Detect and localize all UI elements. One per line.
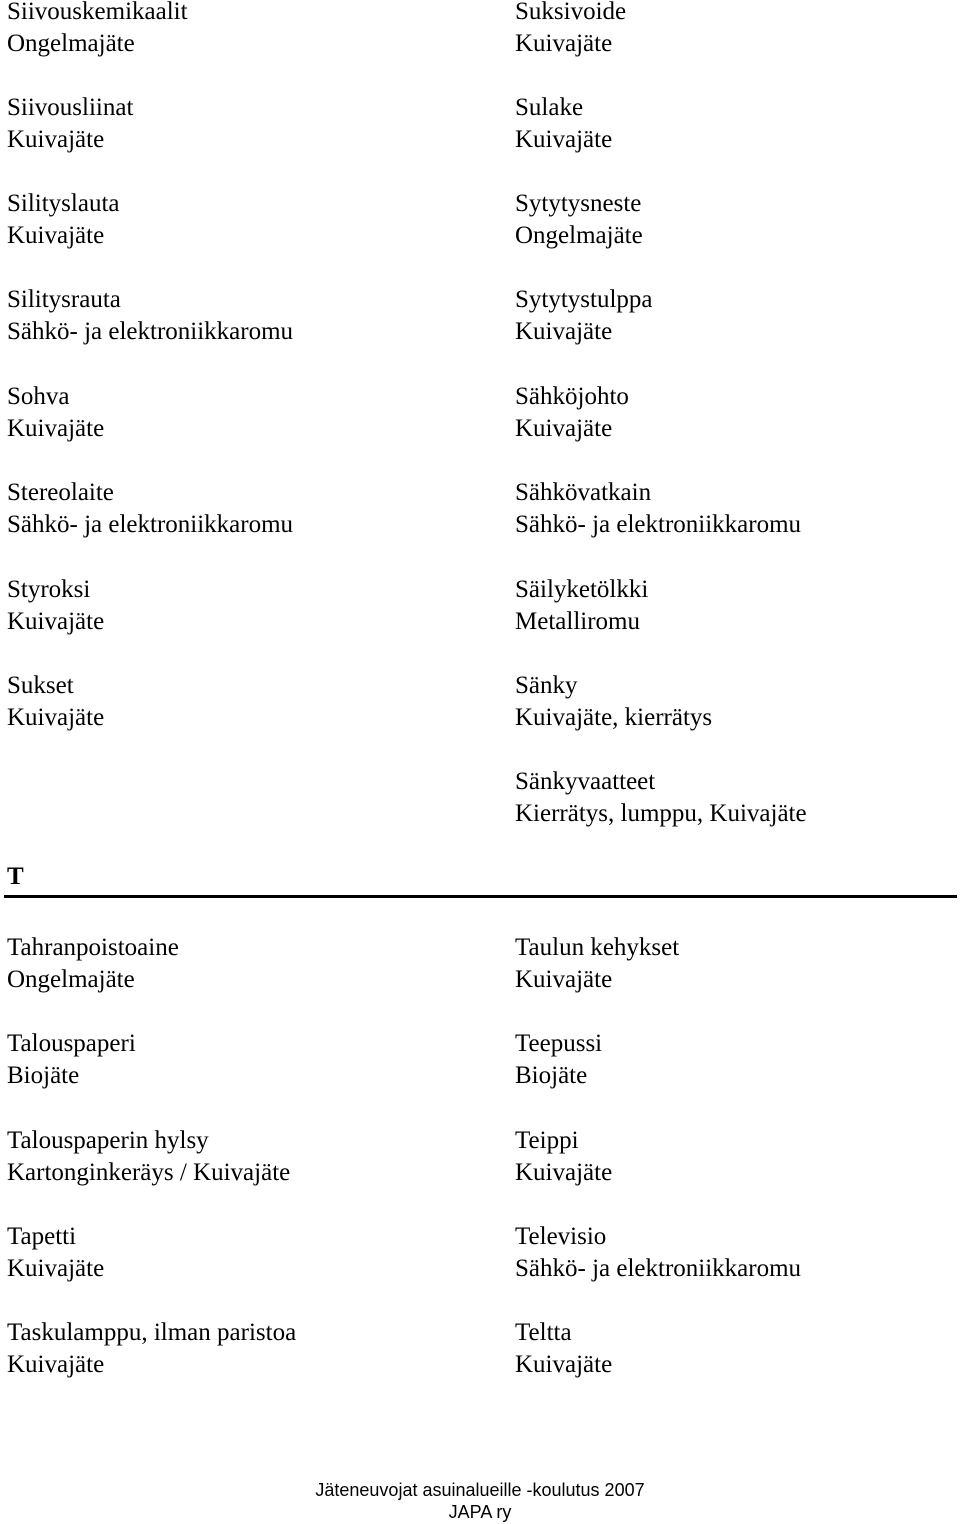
list-item bbox=[7, 0, 188, 60]
item-category: Sähkö- ja elektroniikkaromu bbox=[7, 511, 294, 538]
item-name: Teepussi bbox=[515, 1030, 603, 1057]
list-item bbox=[515, 670, 712, 734]
item-category: Kuivajäte bbox=[7, 222, 105, 249]
item-category: Biojäte bbox=[515, 1062, 588, 1089]
item-category: Kuivajäte bbox=[7, 126, 105, 153]
list-item bbox=[7, 1028, 136, 1092]
footer-line-2: JAPA ry bbox=[448, 1502, 512, 1522]
list-item bbox=[7, 92, 133, 156]
item-name: Talouspaperin hylsy bbox=[7, 1127, 209, 1154]
item-category: Kuivajäte bbox=[7, 1255, 105, 1282]
list-item bbox=[7, 188, 120, 252]
item-category: Ongelmajäte bbox=[7, 966, 135, 993]
list-item bbox=[515, 284, 653, 348]
item-name: Sukset bbox=[7, 672, 74, 699]
list-item bbox=[515, 1028, 602, 1092]
list-item bbox=[515, 574, 648, 638]
list-item bbox=[515, 477, 801, 541]
item-name: Tapetti bbox=[7, 1223, 77, 1250]
item-name: Sänkyvaatteet bbox=[515, 768, 656, 795]
list-item bbox=[515, 1317, 612, 1381]
list-item bbox=[7, 284, 293, 348]
list-item bbox=[7, 1317, 296, 1381]
item-name: Sulake bbox=[515, 94, 584, 121]
item-name: Säilyketölkki bbox=[515, 576, 649, 603]
item-name: Stereolaite bbox=[7, 479, 114, 506]
item-name: Teippi bbox=[515, 1127, 579, 1154]
item-name: Tahranpoistoaine bbox=[7, 934, 179, 961]
item-category: Kuivajäte bbox=[7, 608, 105, 635]
list-item bbox=[515, 92, 612, 156]
list-item bbox=[7, 381, 104, 445]
item-category: Kuivajäte bbox=[515, 1159, 613, 1186]
item-name: Suksivoide bbox=[515, 0, 627, 25]
item-category: Kuivajäte bbox=[7, 1351, 105, 1378]
item-name: Silitysrauta bbox=[7, 286, 121, 313]
list-item bbox=[515, 1125, 612, 1189]
item-category: Kuivajäte bbox=[515, 415, 613, 442]
item-name: Televisio bbox=[515, 1223, 607, 1250]
item-category: Sähkö- ja elektroniikkaromu bbox=[515, 1255, 802, 1282]
item-name: Sähköjohto bbox=[515, 383, 629, 410]
item-category: Kuivajäte, kierrätys bbox=[515, 704, 713, 731]
item-category: Kuivajäte bbox=[515, 318, 613, 345]
list-item bbox=[7, 670, 104, 734]
list-item bbox=[515, 381, 629, 445]
item-category: Kuivajäte bbox=[7, 704, 105, 731]
item-name: Styroksi bbox=[7, 576, 91, 603]
item-category: Kuivajäte bbox=[515, 966, 613, 993]
list-item bbox=[515, 766, 807, 830]
list-item bbox=[515, 1221, 801, 1285]
item-name: Taskulamppu, ilman paristoa bbox=[7, 1319, 297, 1346]
item-name: Silityslauta bbox=[7, 190, 120, 217]
section-divider bbox=[4, 895, 957, 898]
list-item bbox=[7, 574, 104, 638]
item-category: Kuivajäte bbox=[7, 415, 105, 442]
list-item bbox=[515, 0, 626, 60]
item-name: Sohva bbox=[7, 383, 70, 410]
section-letter-heading: T bbox=[7, 863, 24, 890]
list-item bbox=[7, 1125, 290, 1189]
item-name: Siivouskemikaalit bbox=[7, 0, 188, 25]
item-name: Teltta bbox=[515, 1319, 572, 1346]
item-category: Kuivajäte bbox=[515, 30, 613, 57]
item-name: Taulun kehykset bbox=[515, 934, 680, 961]
list-item bbox=[7, 477, 293, 541]
item-category: Kuivajäte bbox=[515, 126, 613, 153]
item-name: Siivousliinat bbox=[7, 94, 134, 121]
item-category: Biojäte bbox=[7, 1062, 80, 1089]
item-name: Talouspaperi bbox=[7, 1030, 136, 1057]
item-category: Ongelmajäte bbox=[7, 30, 135, 57]
item-name: Sytytystulppa bbox=[515, 286, 653, 313]
item-name: Sänky bbox=[515, 672, 578, 699]
item-name: Sytytysneste bbox=[515, 190, 642, 217]
item-category: Metalliromu bbox=[515, 608, 640, 635]
footer-line-1: Jäteneuvojat asuinalueille -koulutus 2007 bbox=[315, 1480, 645, 1500]
item-category: Ongelmajäte bbox=[515, 222, 643, 249]
list-item bbox=[515, 932, 679, 996]
item-category: Kartonginkeräys / Kuivajäte bbox=[7, 1159, 291, 1186]
item-category: Sähkö- ja elektroniikkaromu bbox=[515, 511, 802, 538]
item-name: Sähkövatkain bbox=[515, 479, 652, 506]
item-category: Sähkö- ja elektroniikkaromu bbox=[7, 318, 294, 345]
list-item bbox=[7, 1221, 104, 1285]
list-item bbox=[7, 932, 179, 996]
item-category: Kierrätys, lumppu, Kuivajäte bbox=[515, 800, 807, 827]
list-item bbox=[515, 188, 643, 252]
item-category: Kuivajäte bbox=[515, 1351, 613, 1378]
